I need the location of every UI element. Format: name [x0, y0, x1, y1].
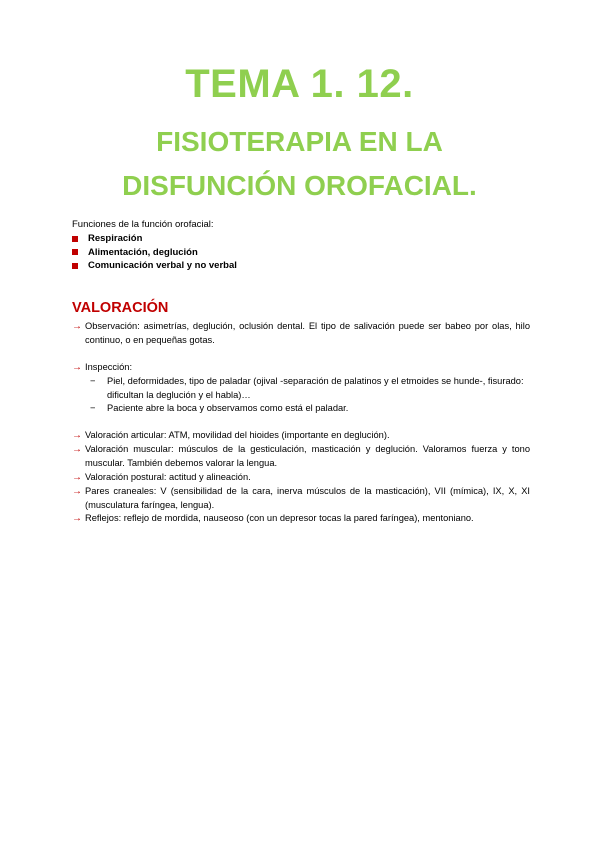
list-item-inspeccion: → Inspección: — [72, 362, 133, 373]
list-item-reflejos: → Reflejos: reflejo de mordida, nauseoso (con un depresor tocas la pared faríngea), mentoniano. — [72, 513, 474, 524]
arrow-icon: → — [72, 486, 82, 497]
page-subtitle — [0, 120, 599, 208]
list-item: Respiración — [72, 232, 237, 246]
arrow-icon: → — [72, 362, 82, 373]
arrow-icon: → — [72, 430, 82, 441]
arrow-icon: → — [72, 472, 82, 483]
dash-icon: − — [90, 403, 96, 413]
functions-list — [72, 232, 237, 273]
sub-item: − Paciente abre la boca y observamos como está el paladar. — [90, 402, 530, 416]
list-item-pares: → Pares craneales: V (sensibilidad de la cara, inerva músculos de la masticación), VII (mímica), IX, X, XI (musculatura faríngea, lengua). — [72, 486, 530, 510]
list-item-articular: → Valoración articular: ATM, movilidad del hioides (importante en deglución). — [72, 430, 390, 441]
list-item: Comunicación verbal y no verbal — [72, 259, 237, 273]
list-item-observacion: → Observación: asimetrías, deglución, oclusión dental. El tipo de salivación puede ser babeo por olas, hilo continuo, o en pequeñas gotas. — [72, 321, 530, 345]
intro-text: Funciones de la función orofacial: — [72, 219, 214, 230]
subtitle-line-1: FISIOTERAPIA EN LA — [156, 126, 443, 157]
list-item-muscular: → Valoración muscular: músculos de la gesticulación, masticación y deglución. Valoramos fuerza y tono muscular. También debemos valorar la lengua. — [72, 444, 530, 468]
section-heading: VALORACIÓN — [72, 300, 169, 316]
sub-item: − Piel, deformidades, tipo de paladar (ojival -separación de palatinos y el etmoides se hunde-, fisurado: dificultan la deglución y el habla)… — [90, 376, 524, 400]
arrow-icon: → — [72, 444, 82, 455]
list-item: Alimentación, deglución — [72, 246, 237, 260]
arrow-icon: → — [72, 513, 82, 524]
square-bullet-icon — [72, 263, 78, 269]
list-item-postural: → Valoración postural: actitud y alineación. — [72, 472, 251, 483]
subtitle-line-2: DISFUNCIÓN OROFACIAL. — [122, 170, 477, 201]
dash-icon: − — [90, 376, 96, 386]
arrow-icon: → — [72, 321, 82, 332]
page-title: TEMA 1. 12. — [185, 62, 414, 106]
square-bullet-icon — [72, 236, 78, 242]
square-bullet-icon — [72, 249, 78, 255]
